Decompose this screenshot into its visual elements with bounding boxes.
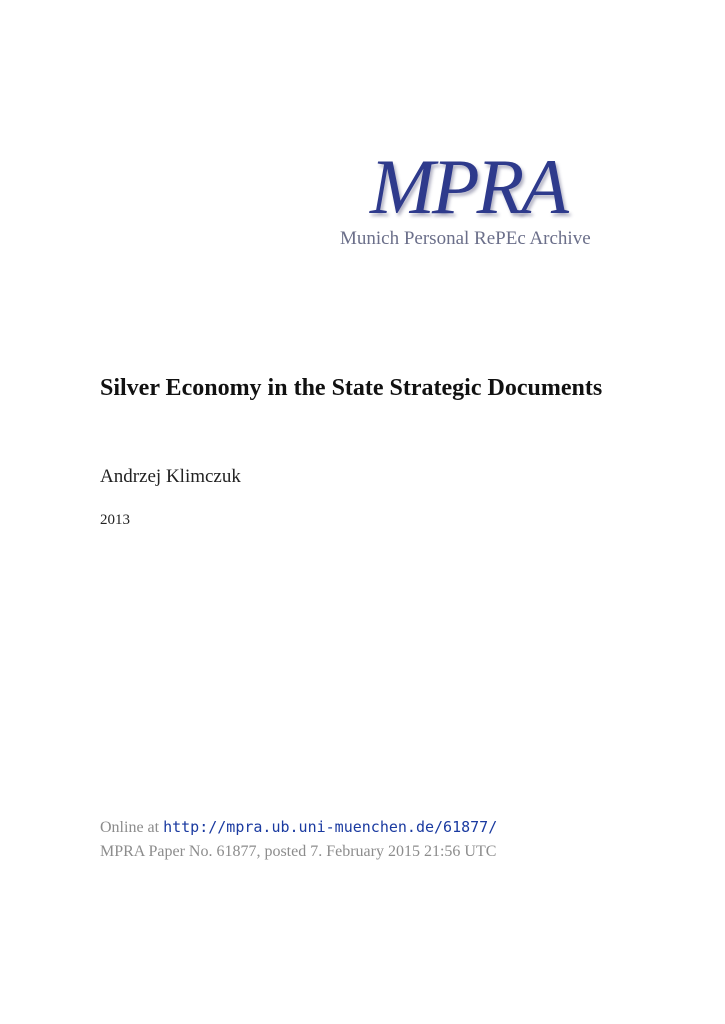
logo-mark: MPRA [370,143,566,230]
footer [100,815,497,864]
logo-subtitle: Munich Personal RePEc Archive [340,228,591,249]
footer-citation: MPRA Paper No. 61877, posted 7. February 2015 21:56 UTC [100,843,497,860]
footer-online-prefix: Online at [100,819,160,836]
footer-online-line [100,815,497,840]
mpra-logo [330,143,630,258]
paper-author: Andrzej Klimczuk [100,466,241,487]
paper-url-link[interactable]: http://mpra.ub.uni-muenchen.de/61877/ [163,818,498,836]
paper-title: Silver Economy in the State Strategic Documents [100,375,603,401]
paper-year: 2013 [100,512,130,528]
